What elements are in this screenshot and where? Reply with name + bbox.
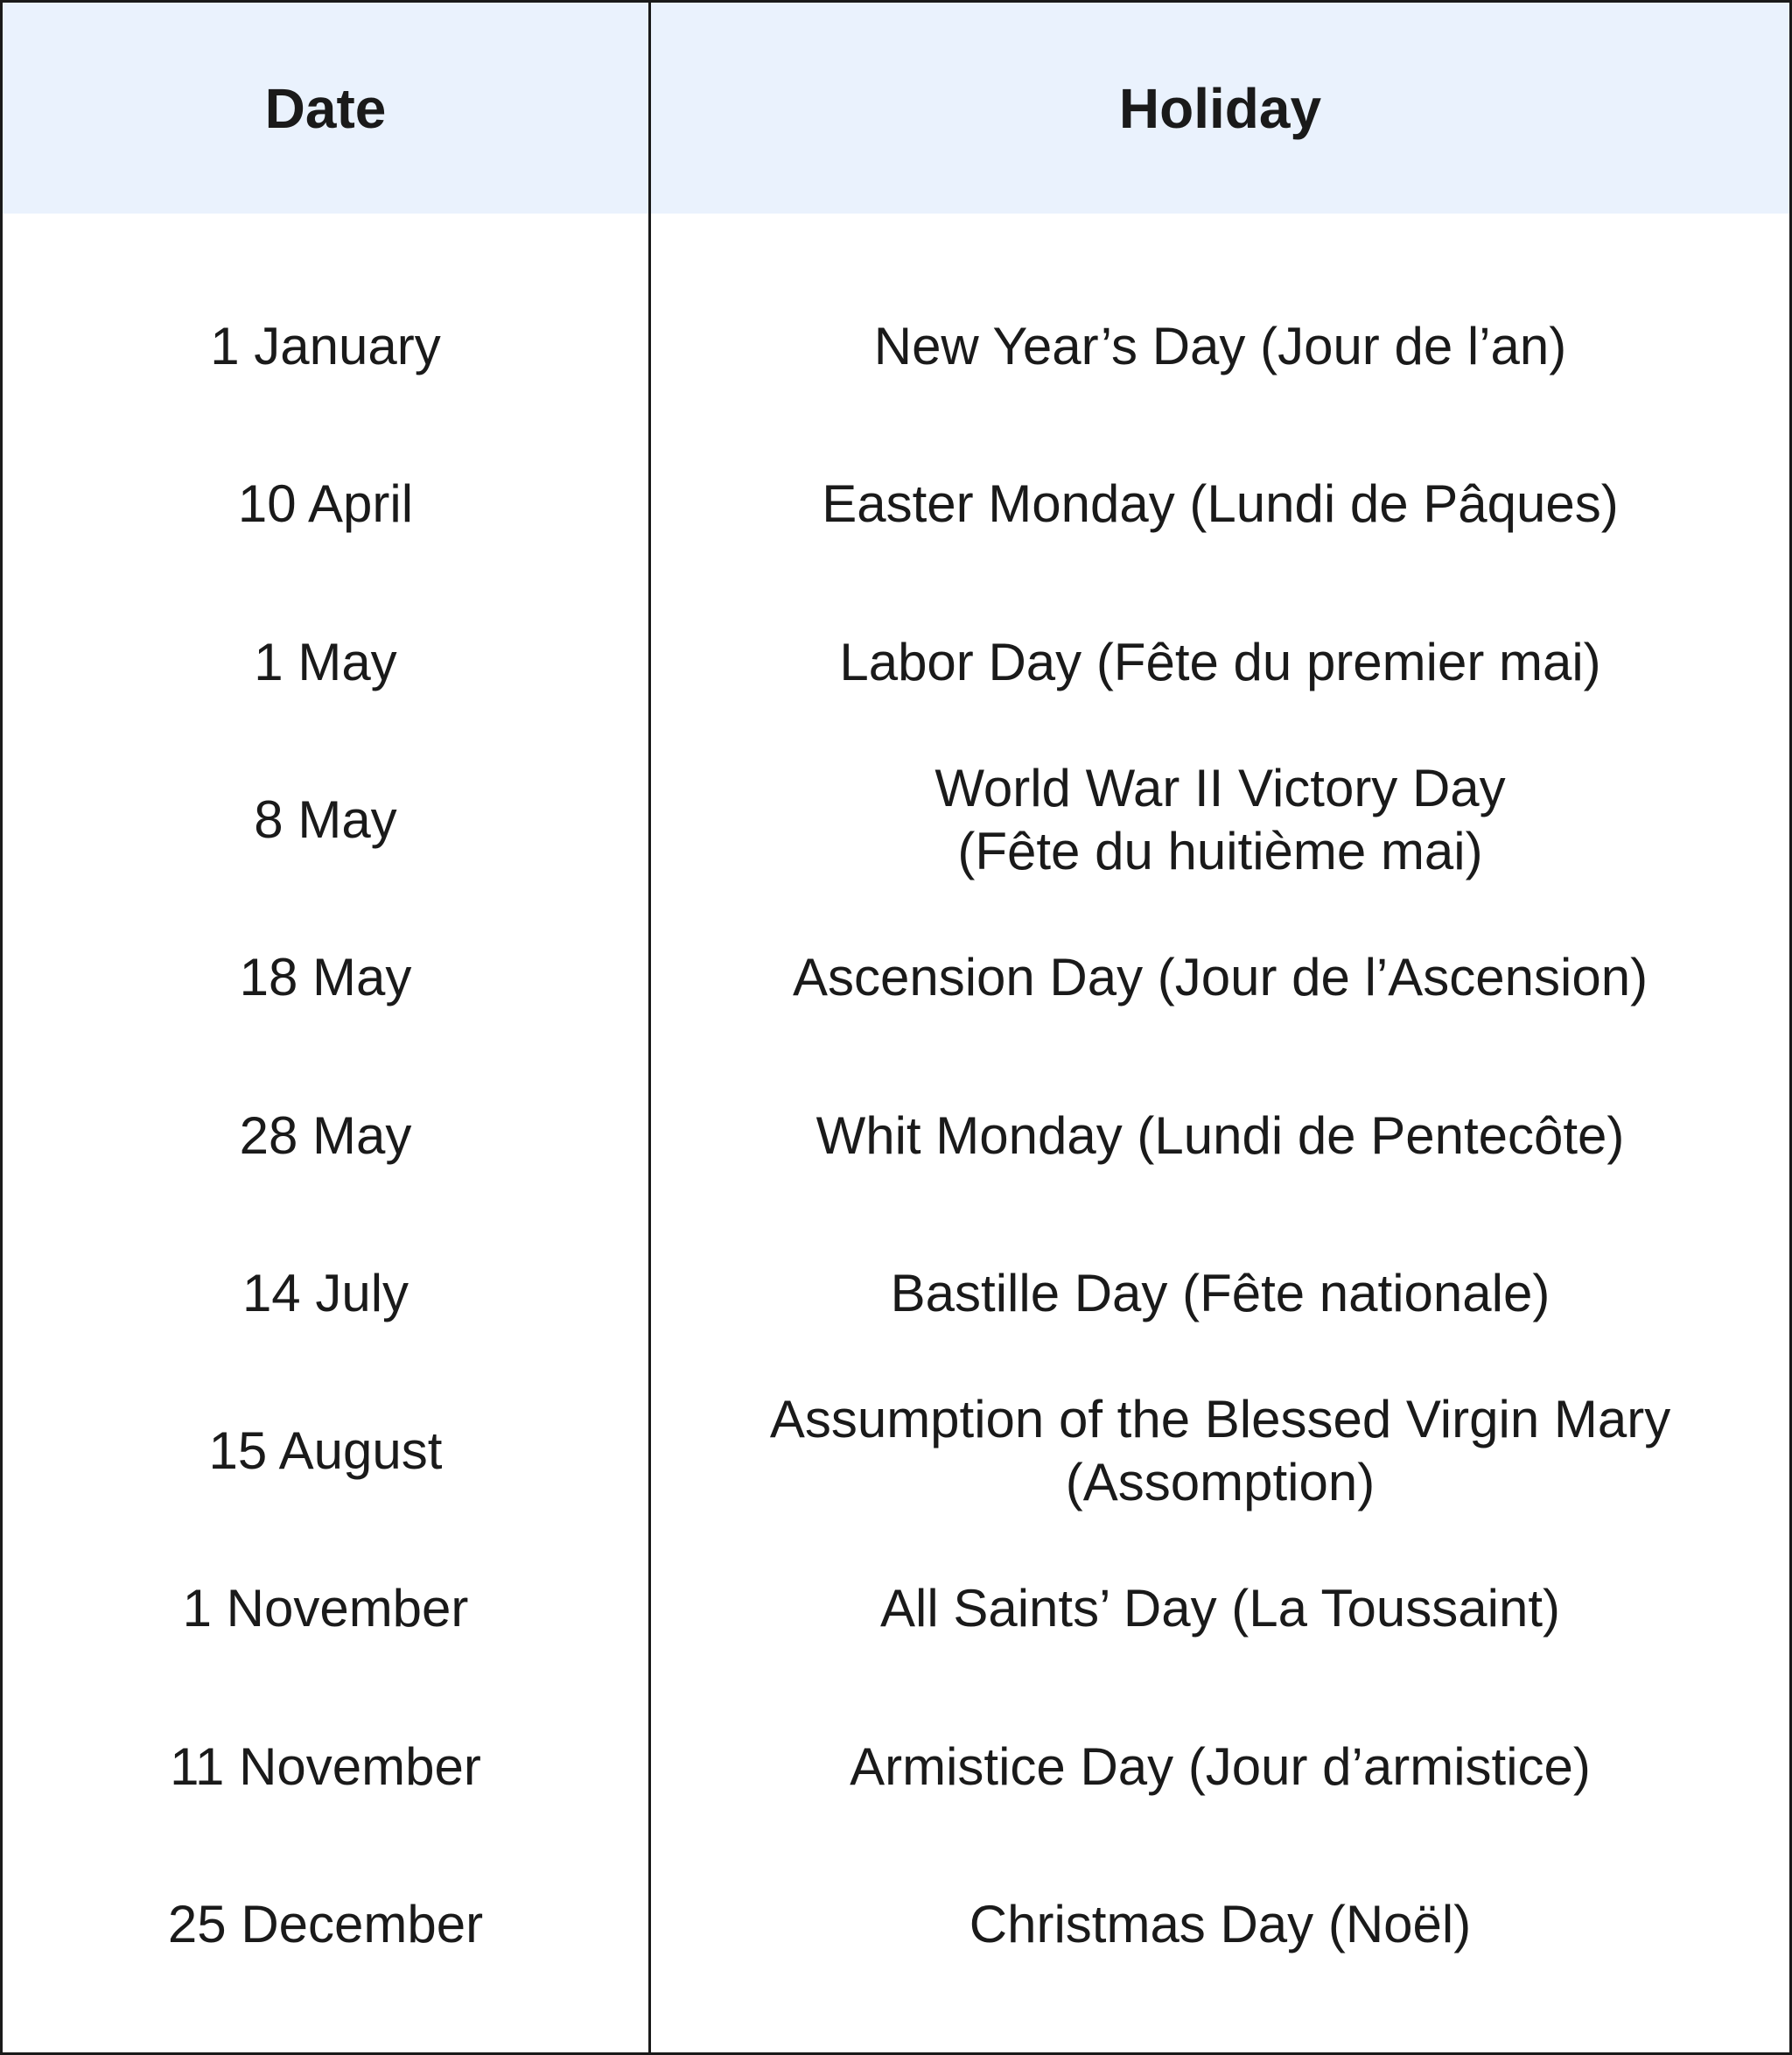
date-cell (3, 1215, 648, 1372)
table-row (3, 1846, 1789, 2003)
holiday-text-line: Whit Monday (Lundi de Pentecôte) (816, 1106, 1625, 1165)
date-text: 11 November (170, 1737, 481, 1796)
holiday-text-line: All Saints’ Day (La Toussaint) (879, 1579, 1560, 1638)
table-row (3, 1057, 1789, 1215)
holiday-text-line: Armistice Day (Jour d’armistice) (850, 1737, 1591, 1796)
holiday-text-line: (Assomption) (1065, 1453, 1376, 1511)
table-row (3, 1372, 1789, 1530)
holiday-cell (651, 1372, 1789, 1530)
table-row (3, 1215, 1789, 1372)
holiday-cell (651, 1215, 1789, 1372)
date-text: 1 November (182, 1579, 469, 1638)
date-column-header: Date (264, 76, 387, 140)
holiday-column-header: Holiday (1118, 76, 1322, 140)
holiday-text-line: New Year’s Day (Jour de l’an) (873, 317, 1567, 375)
holiday-cell (651, 899, 1789, 1056)
date-cell (3, 268, 648, 425)
date-text: 14 July (242, 1264, 410, 1322)
table-header-row (3, 3, 1789, 214)
holiday-text-line: Assumption of the Blessed Virgin Mary (769, 1390, 1671, 1448)
date-text: 1 May (254, 633, 397, 691)
holiday-cell (651, 584, 1789, 741)
date-text: 8 May (254, 790, 397, 849)
date-text: 28 May (239, 1106, 412, 1165)
holiday-text-line: World War II Victory Day (934, 759, 1506, 817)
date-cell (3, 1057, 648, 1215)
holiday-text-line: (Fête du huitième mai) (957, 822, 1483, 880)
holiday-text-line: Christmas Day (Noël) (969, 1895, 1472, 1953)
table-row (3, 899, 1789, 1056)
date-cell (3, 741, 648, 899)
table-row (3, 1530, 1789, 1687)
date-cell (3, 584, 648, 741)
holiday-cell (651, 1057, 1789, 1215)
holiday-cell (651, 1846, 1789, 2003)
holiday-text-line: Bastille Day (Fête nationale) (890, 1264, 1550, 1322)
table-row (3, 584, 1789, 741)
date-cell (3, 899, 648, 1056)
date-text: 10 April (237, 474, 414, 533)
date-text: 25 December (167, 1895, 484, 1953)
date-cell (3, 1530, 648, 1687)
holiday-text-line: Ascension Day (Jour de l’Ascension) (792, 948, 1648, 1006)
table-row (3, 268, 1789, 425)
holiday-cell (651, 1688, 1789, 1846)
holiday-cell (651, 1530, 1789, 1687)
table-row (3, 1688, 1789, 1846)
date-text: 18 May (239, 948, 412, 1006)
column-divider (648, 3, 651, 2052)
table-row (3, 741, 1789, 899)
date-text: 1 January (210, 317, 441, 375)
date-cell (3, 1688, 648, 1846)
date-cell (3, 425, 648, 583)
holiday-cell (651, 425, 1789, 583)
holiday-cell (651, 268, 1789, 425)
holiday-text-line: Easter Monday (Lundi de Pâques) (822, 474, 1619, 533)
table-row (3, 425, 1789, 583)
holiday-cell (651, 741, 1789, 899)
date-text: 15 August (208, 1421, 443, 1480)
date-cell (3, 1372, 648, 1530)
date-cell (3, 1846, 648, 2003)
holiday-text-line: Labor Day (Fête du premier mai) (839, 633, 1601, 691)
